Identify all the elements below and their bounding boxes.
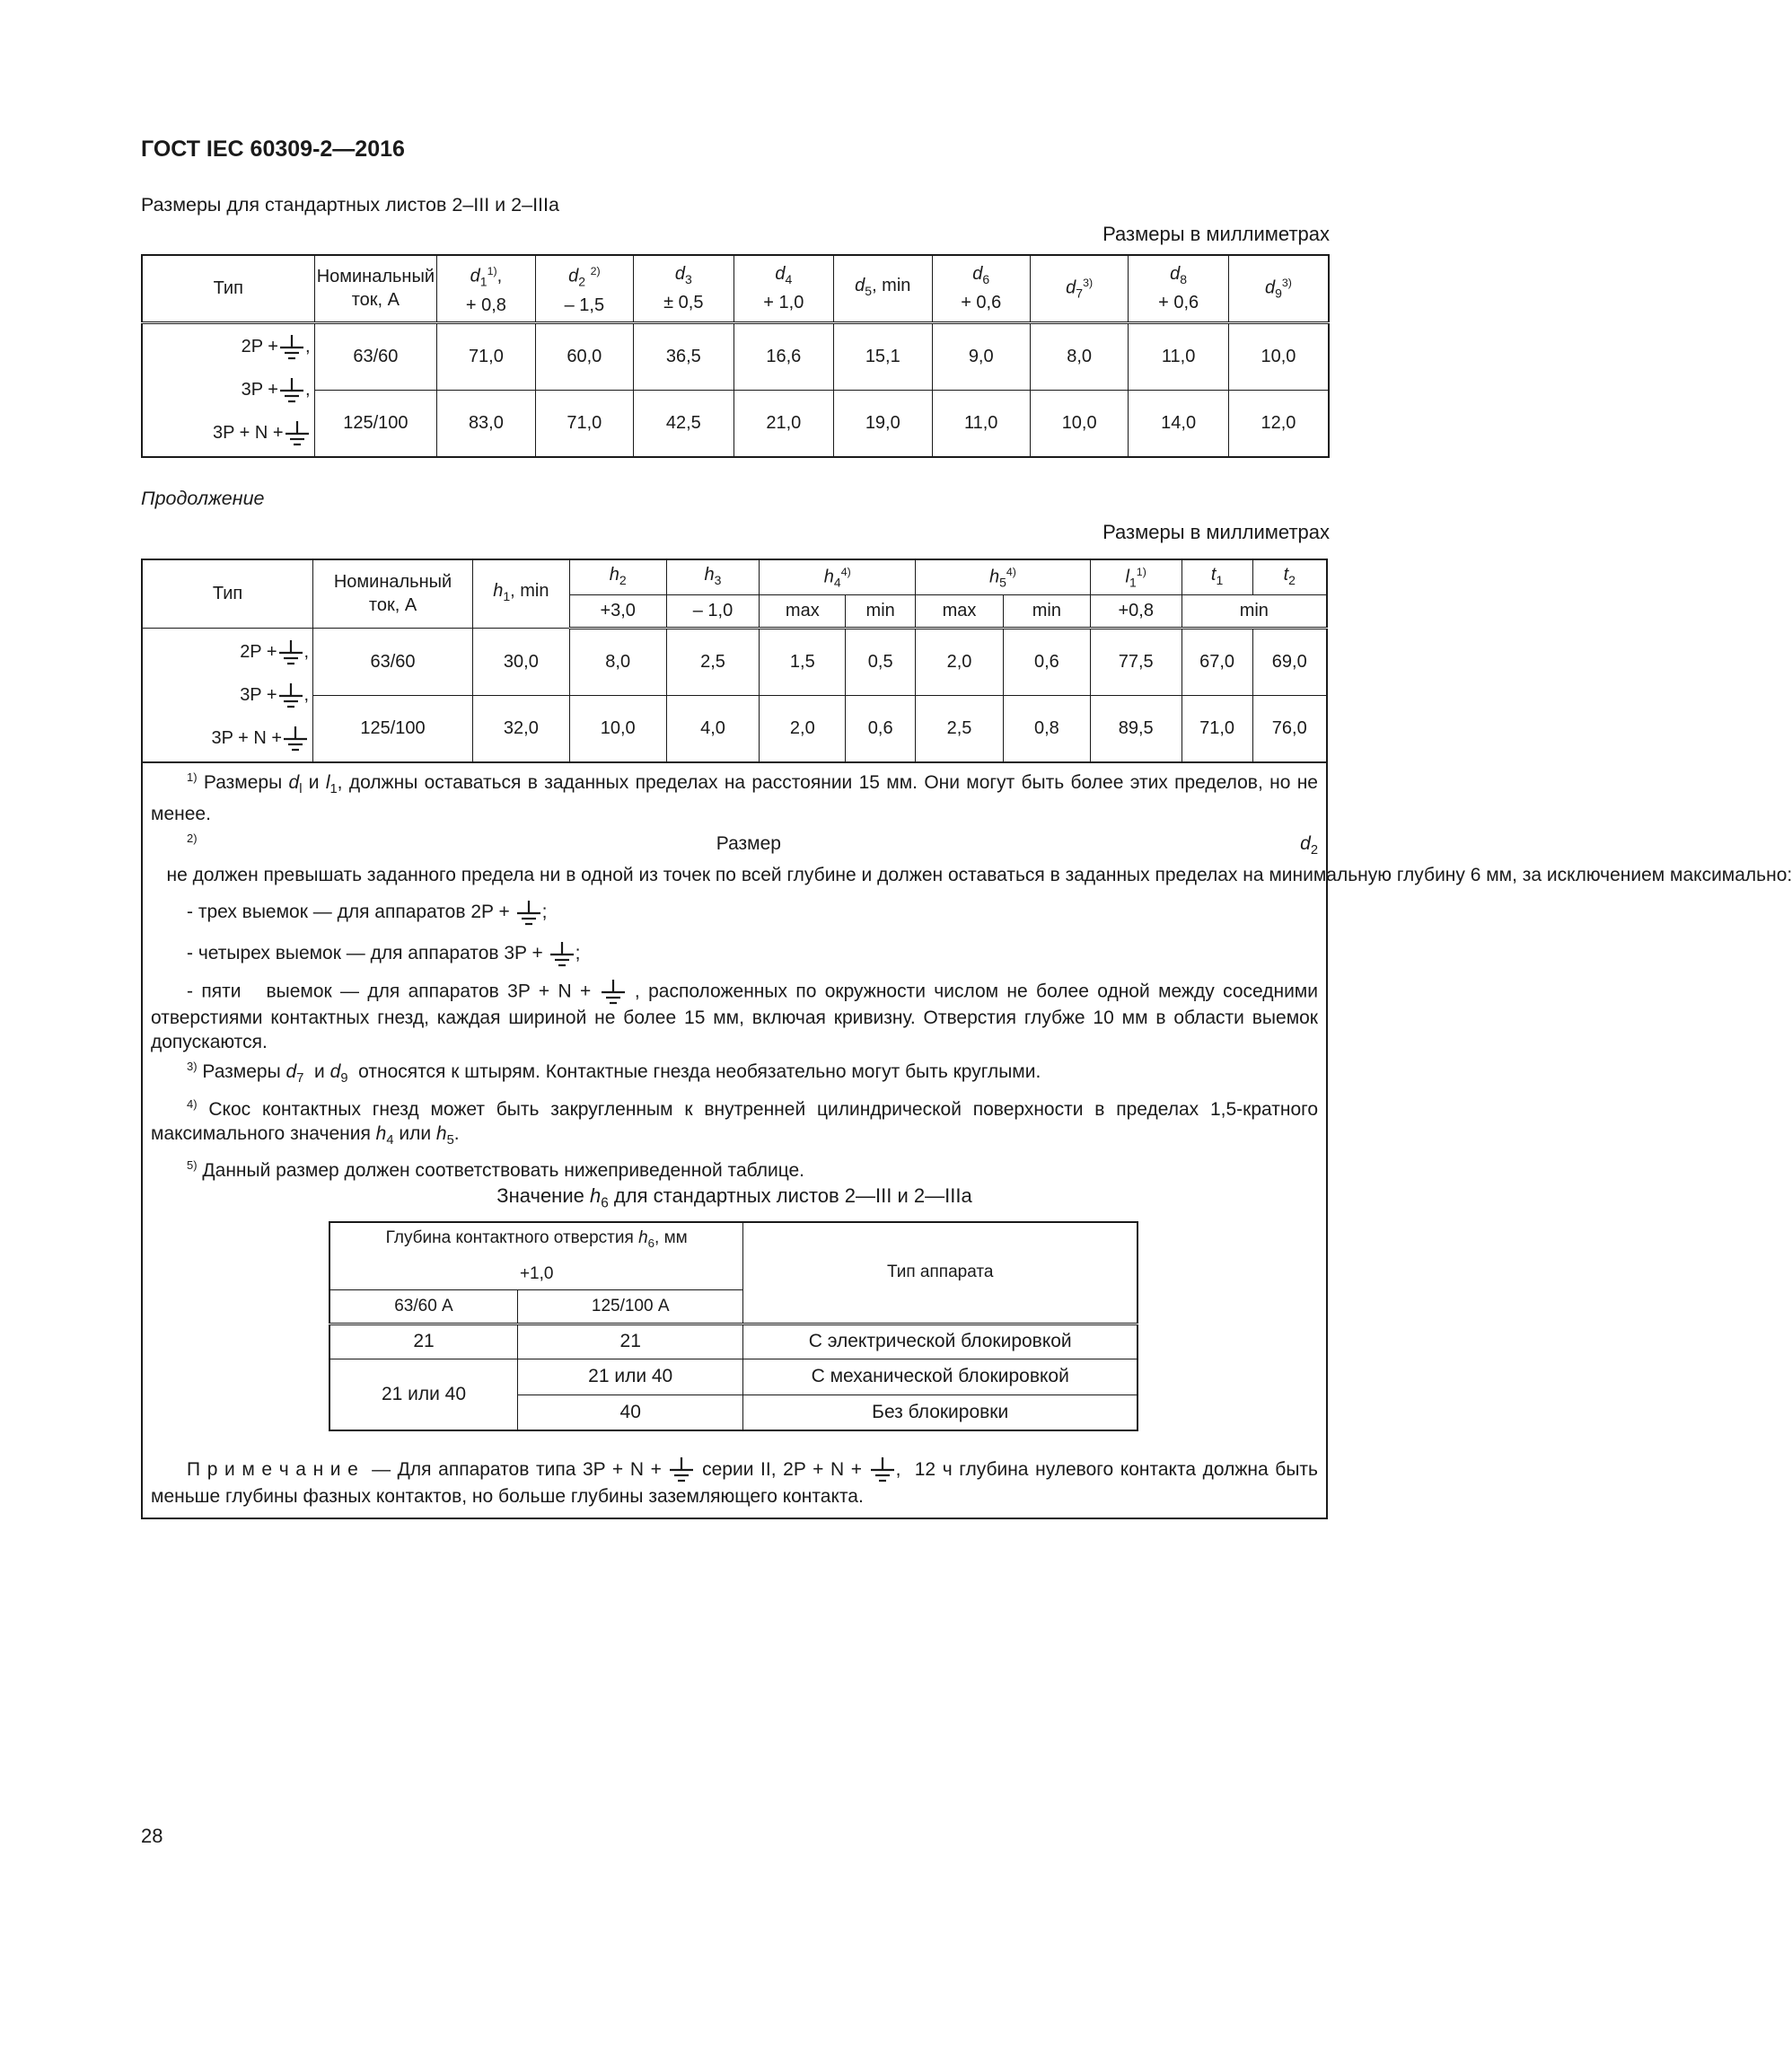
header-h5: $h_5^{4)}$ [916,559,1091,594]
header-h4: $h_4^{4)}$ [760,559,916,594]
bullet-3p: - четырех выемок — для аппаратов 3P + ; [151,937,1318,970]
header-t2: $t_2$ [1252,559,1327,594]
earth-ground-icon [277,639,304,666]
header-depth: Глубина контактного отверстия $h_6$, мм +1,0 [329,1222,743,1289]
header-current: Номинальный ток, А [314,255,437,322]
earth-ground-icon [278,334,305,361]
header-d2: $d_2$ $^{2)}$ – 1,5 [535,255,633,322]
earth-ground-icon [549,941,575,968]
header-h2: $h_2$ [569,559,666,594]
table2-units: Размеры в миллиметрах [1102,521,1330,543]
table3 [329,1221,1138,1431]
header-h3: $h_3$ [666,559,760,594]
earth-ground-icon [278,377,305,404]
table-row: 21 21 С электрической блокировкой [329,1324,1138,1359]
footnotes [151,765,1792,1183]
earth-ground-icon [277,682,304,709]
footnote-5: $^{5)}$ Данный размер должен соответствовать нижеприведенной таблице. [187,1157,804,1181]
earth-ground-icon [515,900,542,927]
table-row: 125/100 83,0 71,0 42,5 21,0 19,0 11,0 10,0 14,0 12,0 [142,390,1329,457]
table2: Тип Номинальный ток, А $h_1$, min $h_2$ $h_3$ $h_4^{4)}$ $h_5^{4)}$ $l_1^{1)}$ $t_1$ $t_2$ +3,0 – 1,0 max min max min +0,8 min 2P + , 3P + , 3P + N + 63/60 30,0 8,0 2,5 1,5 0,5 2,0 0,6 77,5 67,0 69,0 125/100 32,0 10,0 4,0 2,0 0,6 2,5 0,8 89,5 71,0 76,0 [141,559,1328,763]
table1-caption: Размеры для стандартных листов 2–III и 2–IIIa [141,194,559,216]
footnote-1: $^{1)}$ Размеры $d_l$ и $l_1$, должны оставаться в заданных пределах на расстоянии 15 мм. Они могут быть более этих пределов, но не менее. [151,770,1318,825]
earth-ground-icon [869,1456,896,1483]
header-d3: $d_3$ ± 0,5 [634,255,734,322]
table3-caption: Значение $h_6$ для стандартных листов 2—III и 2—IIIa [496,1184,972,1211]
type-cell: 2P + , 3P + , 3P + N + [142,322,314,457]
table-row: 2P + , 3P + , 3P + N + 63/60 30,0 8,0 2,5 1,5 0,5 2,0 0,6 77,5 67,0 69,0 [142,628,1327,695]
header-t1: $t_1$ [1181,559,1252,594]
header-h1: $h_1$, min [472,559,569,628]
table1 [141,254,1330,458]
table1-units: Размеры в миллиметрах [1102,223,1330,245]
table-row: 2P + , 3P + , 3P + N + 63/60 71,0 60,0 36,5 16,6 15,1 9,0 8,0 11,0 10,0 [142,322,1329,390]
footnote-4: $^{4)}$ Скос контактных гнезд может быть закругленным к внутренней цилиндрической поверхности в пределах 1,5-кратного максимального значения $h_4$ или $h_5$. [151,1096,1318,1148]
bullet-2p: - трех выемок — для аппаратов 2P + ; [151,896,1318,928]
table-row: 40 Без блокировки [329,1395,1138,1430]
standard-title: ГОСТ IEC 60309-2—2016 [141,136,405,162]
earth-ground-icon [282,726,309,752]
header-d7: $d_7^{3)}$ [1030,255,1128,322]
footnote-3: $^{3)}$ Размеры $d_7$ и $d_9$ относятся к штырям. Контактные гнезда необязательно могут быть круглыми. [187,1060,1041,1087]
header-125a: 125/100 А [517,1289,742,1324]
earth-ground-icon [668,1456,695,1483]
page-number: 28 [141,1825,163,1847]
footnote-2: $^{2)}$ Размер $d_2$ не должен превышать заданного предела ни в одной из точек по всей глубине и должен оставаться в заданных пределах на минимальную глубину 6 мм, за исключением максимально: [151,831,1792,886]
header-type: Тип [142,255,314,322]
header-d5: $d_5$, min [834,255,932,322]
bullet-3pn: - пяти выемок — для аппаратов 3P + N + , расположенных по окружности числом не более одной между соседними отверстиями контактных гнезд, каждая шириной не более 15 мм, включая кривизну. Отверстия глубже 10 мм в области выемок допускаются. [151,979,1318,1054]
header-device-type: Тип аппарата [743,1222,1138,1324]
header-d8: $d_8$ + 0,6 [1129,255,1229,322]
final-note: П р и м е ч а н и е — Для аппаратов типа 3P + N + серии II, 2P + N + , 12 ч глубина нулевого контакта должна быть меньше глубины фазных контактов, но больше глубины заземляющего контакта. [151,1456,1318,1510]
header-d4: $d_4$ + 1,0 [733,255,834,322]
header-type: Тип [142,559,313,628]
header-l1: $l_1^{1)}$ [1090,559,1181,594]
earth-ground-icon [600,979,627,1006]
header-63a: 63/60 А [329,1289,517,1324]
type-cell: 2P + , 3P + , 3P + N + [142,628,313,762]
table-row: 125/100 32,0 10,0 4,0 2,0 0,6 2,5 0,8 89,5 71,0 76,0 [142,695,1327,762]
earth-ground-icon [284,420,311,447]
header-current: Номинальный ток, А [313,559,473,628]
table2-caption: Продолжение [141,488,265,509]
header-d9: $d_9^{3)}$ [1228,255,1329,322]
header-d1: $d_1^{1)}$, + 0,8 [437,255,535,322]
table-row: 21 или 40 21 или 40 С механической блокировкой [329,1359,1138,1395]
header-d6: $d_6$ + 0,6 [932,255,1030,322]
